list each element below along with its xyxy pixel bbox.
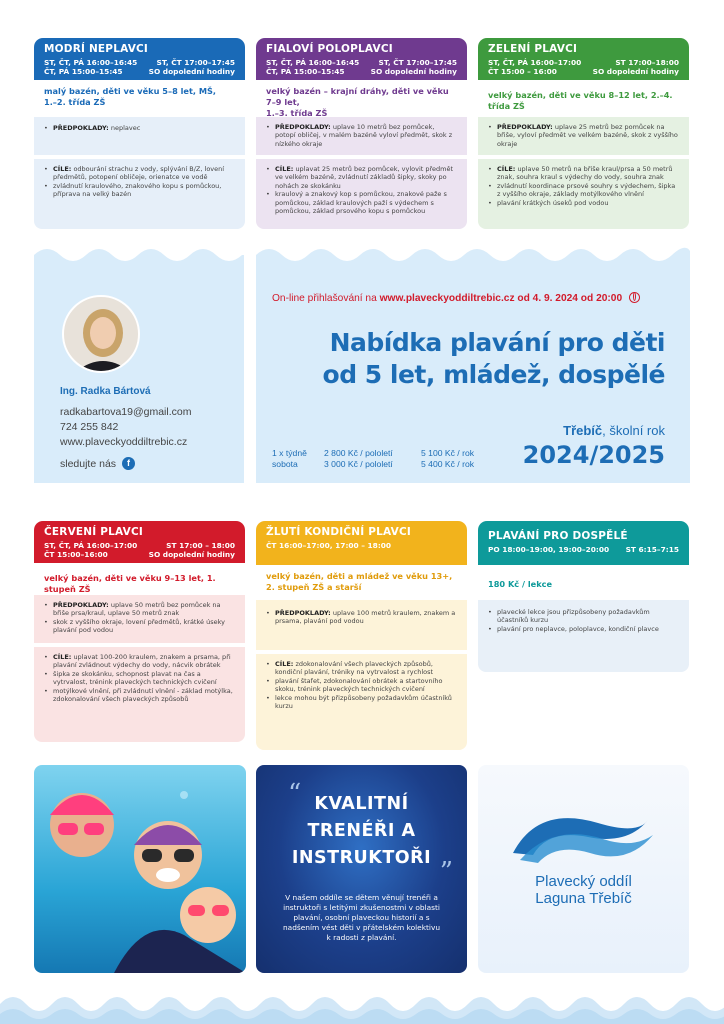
schedule: ČT, PÁ 15:00–15:45 [266, 67, 345, 76]
goals-section: • CÍLE: uplavat 25 metrů bez pomůcek, vylovit předmět ve velkém bazéně, zvládnutí základů šipky, skoky po nohách ze skokánku • kraulový a znakový kop s pomůckou, znakové paže s pomůckou, základ kraulových paží s výdechem s pomůckou, základ prsového kopu s pomůckou [256, 159, 467, 229]
globe-icon[interactable] [629, 292, 640, 303]
contact-email[interactable]: radkabartova19@gmail.com [60, 406, 192, 418]
schedule: ČT 15:00–16:00 [44, 550, 108, 559]
card-title: FIALOVÍ POLOPLAVCI [266, 43, 393, 55]
school-year: 2024/2025 [522, 441, 665, 469]
trainers-panel [256, 765, 467, 973]
contact-web[interactable]: www.plaveckyoddiltrebic.cz [60, 436, 188, 448]
schedule: SO dopolední hodiny [592, 67, 679, 76]
schedule: PO 18:00–19:00, 19:00–20:00 [488, 545, 610, 554]
prereq-section: • PŘEDPOKLADY: uplave 100 metrů kraulem, znakem a prsama, plavání pod vodou [256, 600, 467, 650]
goals-section: • CÍLE: uplavat 100-200 kraulem, znakem a prsama, při plavání zvládnout výdechy do vody, nácvik obrátek • šipka ze skokánku, schopnost plavat na čas a vytrvalost, trénink plaveckých technických cvičení • motýlkové vlnění, při zvládnutí vlnění - základ motýlka, zdokonalování všech plaveckých způsobů [34, 647, 245, 742]
card-green-swimmers [478, 38, 689, 229]
schedule: ST, ČT 17:00–17:45 [378, 58, 457, 67]
wave-logo-icon [478, 765, 689, 885]
card-header [478, 38, 689, 80]
card-red-swimmers [34, 521, 245, 742]
card-title: PLAVÁNÍ PRO DOSPĚLÉ [488, 530, 628, 542]
club-logo [478, 765, 689, 973]
schedule: ST, ČT, PÁ 16:00–16:45 [44, 58, 138, 67]
schedule: ST 17:00 – 18:00 [166, 541, 235, 550]
schedule: ST 17:00–18:00 [615, 58, 679, 67]
online-signup: On-line přihlašování na www.plaveckyoddiltrebic.cz od 4. 9. 2024 od 20:00 [272, 292, 640, 304]
contact-photo [62, 295, 140, 373]
trainers-text: V našem oddíle se dětem věnují trenéři a instruktoři s letitými zkušenostmi v oblasti plavání, osobní plaveckou historií a s nadšením vést děti v přátelském kolektivu k radosti z plavání. [282, 893, 440, 942]
schedule: ST 6:15–7:15 [625, 545, 679, 554]
follow-us: sledujte nás f [60, 457, 135, 470]
bottom-waves-decoration [0, 990, 724, 1024]
signup-link[interactable]: www.plaveckyoddiltrebic.cz [379, 293, 515, 304]
goals-section: • CÍLE: odbourání strachu z vody, splývání B/Z, lovení předmětů, potopení obličeje, orienatce ve vodě • zvládnutí kraulového, znakového kopu s pomůckou, příprava na velký bazén [34, 159, 245, 229]
schedule: ST, ČT 17:00–17:45 [156, 58, 235, 67]
card-header [256, 521, 467, 565]
schedule: ČT 15:00 – 16:00 [488, 67, 557, 76]
card-header [256, 38, 467, 80]
schedule: ST, ČT, PÁ 16:00–17:00 [44, 541, 138, 550]
card-teal-adults [478, 521, 689, 672]
quote-close-icon: ” [439, 857, 453, 887]
schedule: SO dopolední hodiny [148, 67, 235, 76]
schedule: ČT, PÁ 15:00–15:45 [44, 67, 123, 76]
card-title: MODRÍ NEPLAVCI [44, 43, 149, 55]
hero-title: Nabídka plavání pro děti od 5 let, mládež, dospělé [322, 328, 665, 389]
price-table [272, 448, 474, 470]
card-header [34, 38, 245, 80]
school-year-label: Třebíč, školní rok [563, 423, 665, 438]
card-subtitle: velký bazén – krajní dráhy, děti ve věku 7–9 let, 1.–3. třída ZŠ [266, 86, 449, 118]
schedule: ST, ČT, PÁ 16:00–16:45 [266, 58, 360, 67]
contact-name: Ing. Radka Bártová [60, 386, 151, 397]
price-row: 1 x týdně 2 800 Kč / pololetí 5 100 Kč / rok [272, 448, 475, 458]
card-subtitle: 180 Kč / lekce [488, 579, 553, 589]
schedule: SO dopolední hodiny [370, 67, 457, 76]
trainers-title: KVALITNÍ TRENÉŘI A INSTRUKTOŘI [291, 794, 432, 868]
prereq-section: • PŘEDPOKLADY: uplave 50 metrů bez pomůcek na břiše prsa/kraul, uplave 50 metrů znak • skok z vyššího okraje, lovení předmětů, krátké úseky plavání pod vodou [34, 595, 245, 643]
card-subtitle: velký bazén, děti a mládež ve věku 13+, 2. stupeň ZŠ a starší [266, 571, 453, 592]
prereq-section: • PŘEDPOKLADY: neplavec [34, 117, 245, 155]
card-subtitle: malý bazén, děti ve věku 5–8 let, MŠ, 1.–2. třída ZŠ [44, 86, 217, 107]
hero-section [34, 243, 690, 485]
card-yellow-fitness [256, 521, 467, 750]
prereq-section: • PŘEDPOKLADY: uplave 25 metrů bez pomůcek na břiše, vyloví předmět ve velkém bazéně, skok z vyššího okraje [478, 117, 689, 155]
card-subtitle: velký bazén, děti ve věku 8–12 let, 2.–4. třída ZŠ [488, 90, 673, 111]
facebook-icon[interactable]: f [122, 457, 135, 470]
card-title: ŽLUTÍ KONDIČNÍ PLAVCI [266, 526, 411, 538]
schedule: ST, ČT, PÁ 16:00–17:00 [488, 58, 582, 67]
contact-phone: 724 255 842 [60, 421, 119, 433]
card-header [478, 521, 689, 565]
goals-section: • CÍLE: zdokonalování všech plaveckých způsobů, kondiční plavání, tréniky na vytrvalost a rychlost • plavání štafet, zdokonalování obrátek a startovního skoku, trénink plaveckých technických cvičení • lekce mohou být přizpůsobeny požadavkům účastníků kurzu [256, 654, 467, 750]
quote-open-icon: “ [288, 779, 302, 809]
card-title: ZELENÍ PLAVCI [488, 43, 578, 55]
logo-name: Plavecký oddíl Laguna Třebíč [535, 873, 632, 907]
goals-section: • CÍLE: uplave 50 metrů na břiše kraul/prsa a 50 metrů znak, souhra kraul s výdechy do vody, souhra znak • zvládnutí koordinace prsové souhry s výdechem, šipka z vyššího okraje, základy motýlkového vlnění • plavání krátkých úseků pod vodou [478, 159, 689, 229]
card-blue-nonswimmers [34, 38, 245, 229]
card-subtitle: velký bazén, děti ve věku 9–13 let, 1. stupeň ZŠ [44, 573, 216, 594]
card-purple-semiswimmers [256, 38, 467, 229]
price-row: sobota 3 000 Kč / pololetí 5 400 Kč / rok [272, 459, 475, 469]
schedule: SO dopolední hodiny [148, 550, 235, 559]
goals-section: • plavecké lekce jsou přizpůsobeny požadavkům účastníků kurzu • plavání pro neplavce, poloplavce, kondiční plavce [478, 600, 689, 672]
kids-swimming-photo [34, 765, 246, 973]
card-header [34, 521, 245, 563]
schedule: ČT 16:00–17:00, 17:00 – 18:00 [266, 541, 392, 550]
card-title: ČERVENÍ PLAVCI [44, 526, 143, 538]
prereq-section: • PŘEDPOKLADY: uplave 10 metrů bez pomůcek, potopí obličej, v malém bazéně vyloví předmět, skok z nízkého okraje [256, 117, 467, 155]
